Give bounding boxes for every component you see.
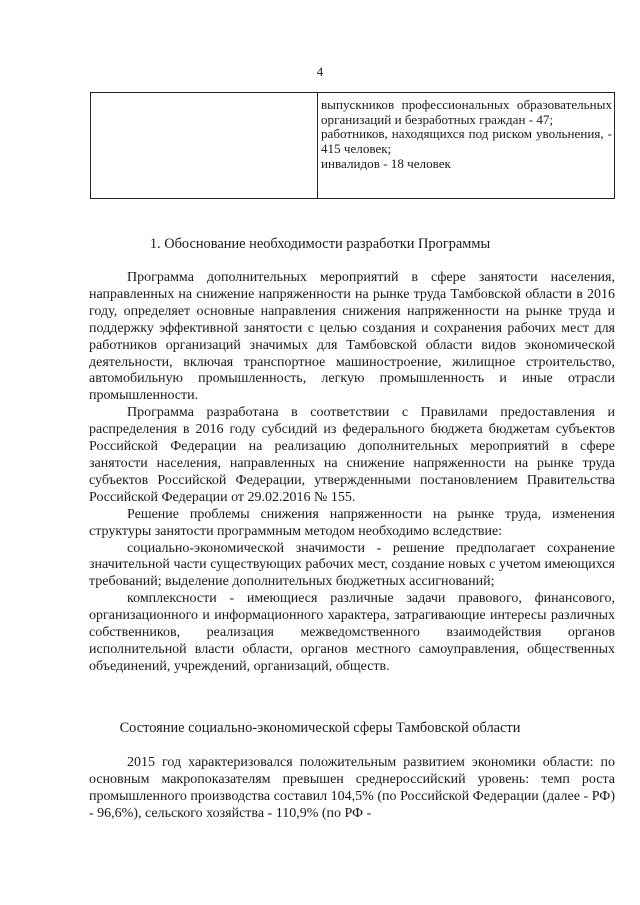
table-line-workers-at-risk: работников, находящихся под риском увольнения, - 415 человек;	[321, 126, 612, 157]
table-line-graduates: выпускников профессиональных образовательных организаций и безработных граждан - 47;	[321, 97, 612, 127]
paragraph: Программа дополнительных мероприятий в сфере занятости населения, направленных на снижение напряженности на рынке труда Тамбовской области в 2016 году, определяет основные направления снижения напряженности на рынке труда и поддержку эффективной занятости с целью создания и сохранения рабочих мест для работников организаций значимых для Тамбовской области видов экономической деятельности, включая транспортное машиностроение, жилищное строительство, автомобильную промышленность, легкую промышленность и иные отрасли промышленности.	[89, 270, 615, 404]
table-left-cell	[91, 93, 318, 198]
section-body-socioeconomic	[89, 755, 615, 823]
table-line-disabled: инвалидов - 18 человек	[321, 155, 451, 171]
paragraph: Решение проблемы снижения напряженности на рынке труда, изменения структуры занятости программным методом необходимо вследствие:	[89, 506, 615, 539]
indicators-table	[90, 92, 615, 199]
table-right-cell	[318, 93, 614, 198]
page-number: 4	[316, 64, 324, 79]
paragraph: Программа разработана в соответствии с Правилами предоставления и распределения в 2016 году субсидий из федерального бюджета бюджетам субъектов Российской Федерации на реализацию дополнительных мероприятий в сфере занятости населения, направленных на снижение напряженности на рынке труда субъектов Российской Федерации, утвержденными постановлением Правительства Российской Федерации от 29.02.2016 № 155.	[89, 405, 615, 505]
section-heading-justification: 1. Обоснование необходимости разработки Программы	[149, 236, 491, 252]
section-body-justification	[89, 270, 615, 676]
paragraph: социально-экономической значимости - решение предполагает сохранение значительной части существующих рабочих мест, создание новых с учетом имеющихся требований; выделение дополнительных бюджетных ассигнований;	[89, 540, 615, 590]
paragraph: комплексности - имеющиеся различные задачи правового, финансового, организационного и информационного характера, затрагивающие интересы различных собственников, реализация межведомственного взаимодействия органов исполнительной власти области, органов местного самоуправления, общественных объединений, учреждений, организаций, обществ.	[89, 591, 615, 674]
section-heading-socioeconomic: Состояние социально-экономической сферы Тамбовской области	[119, 720, 521, 736]
paragraph: 2015 год характеризовался положительным развитием экономики области: по основным макропоказателям превышен среднероссийский уровень: темп роста промышленного производства составил 104,5% (по Российской Федерации (далее - РФ) - 96,6%), сельского хозяйства - 110,9% (по РФ -	[89, 755, 615, 821]
